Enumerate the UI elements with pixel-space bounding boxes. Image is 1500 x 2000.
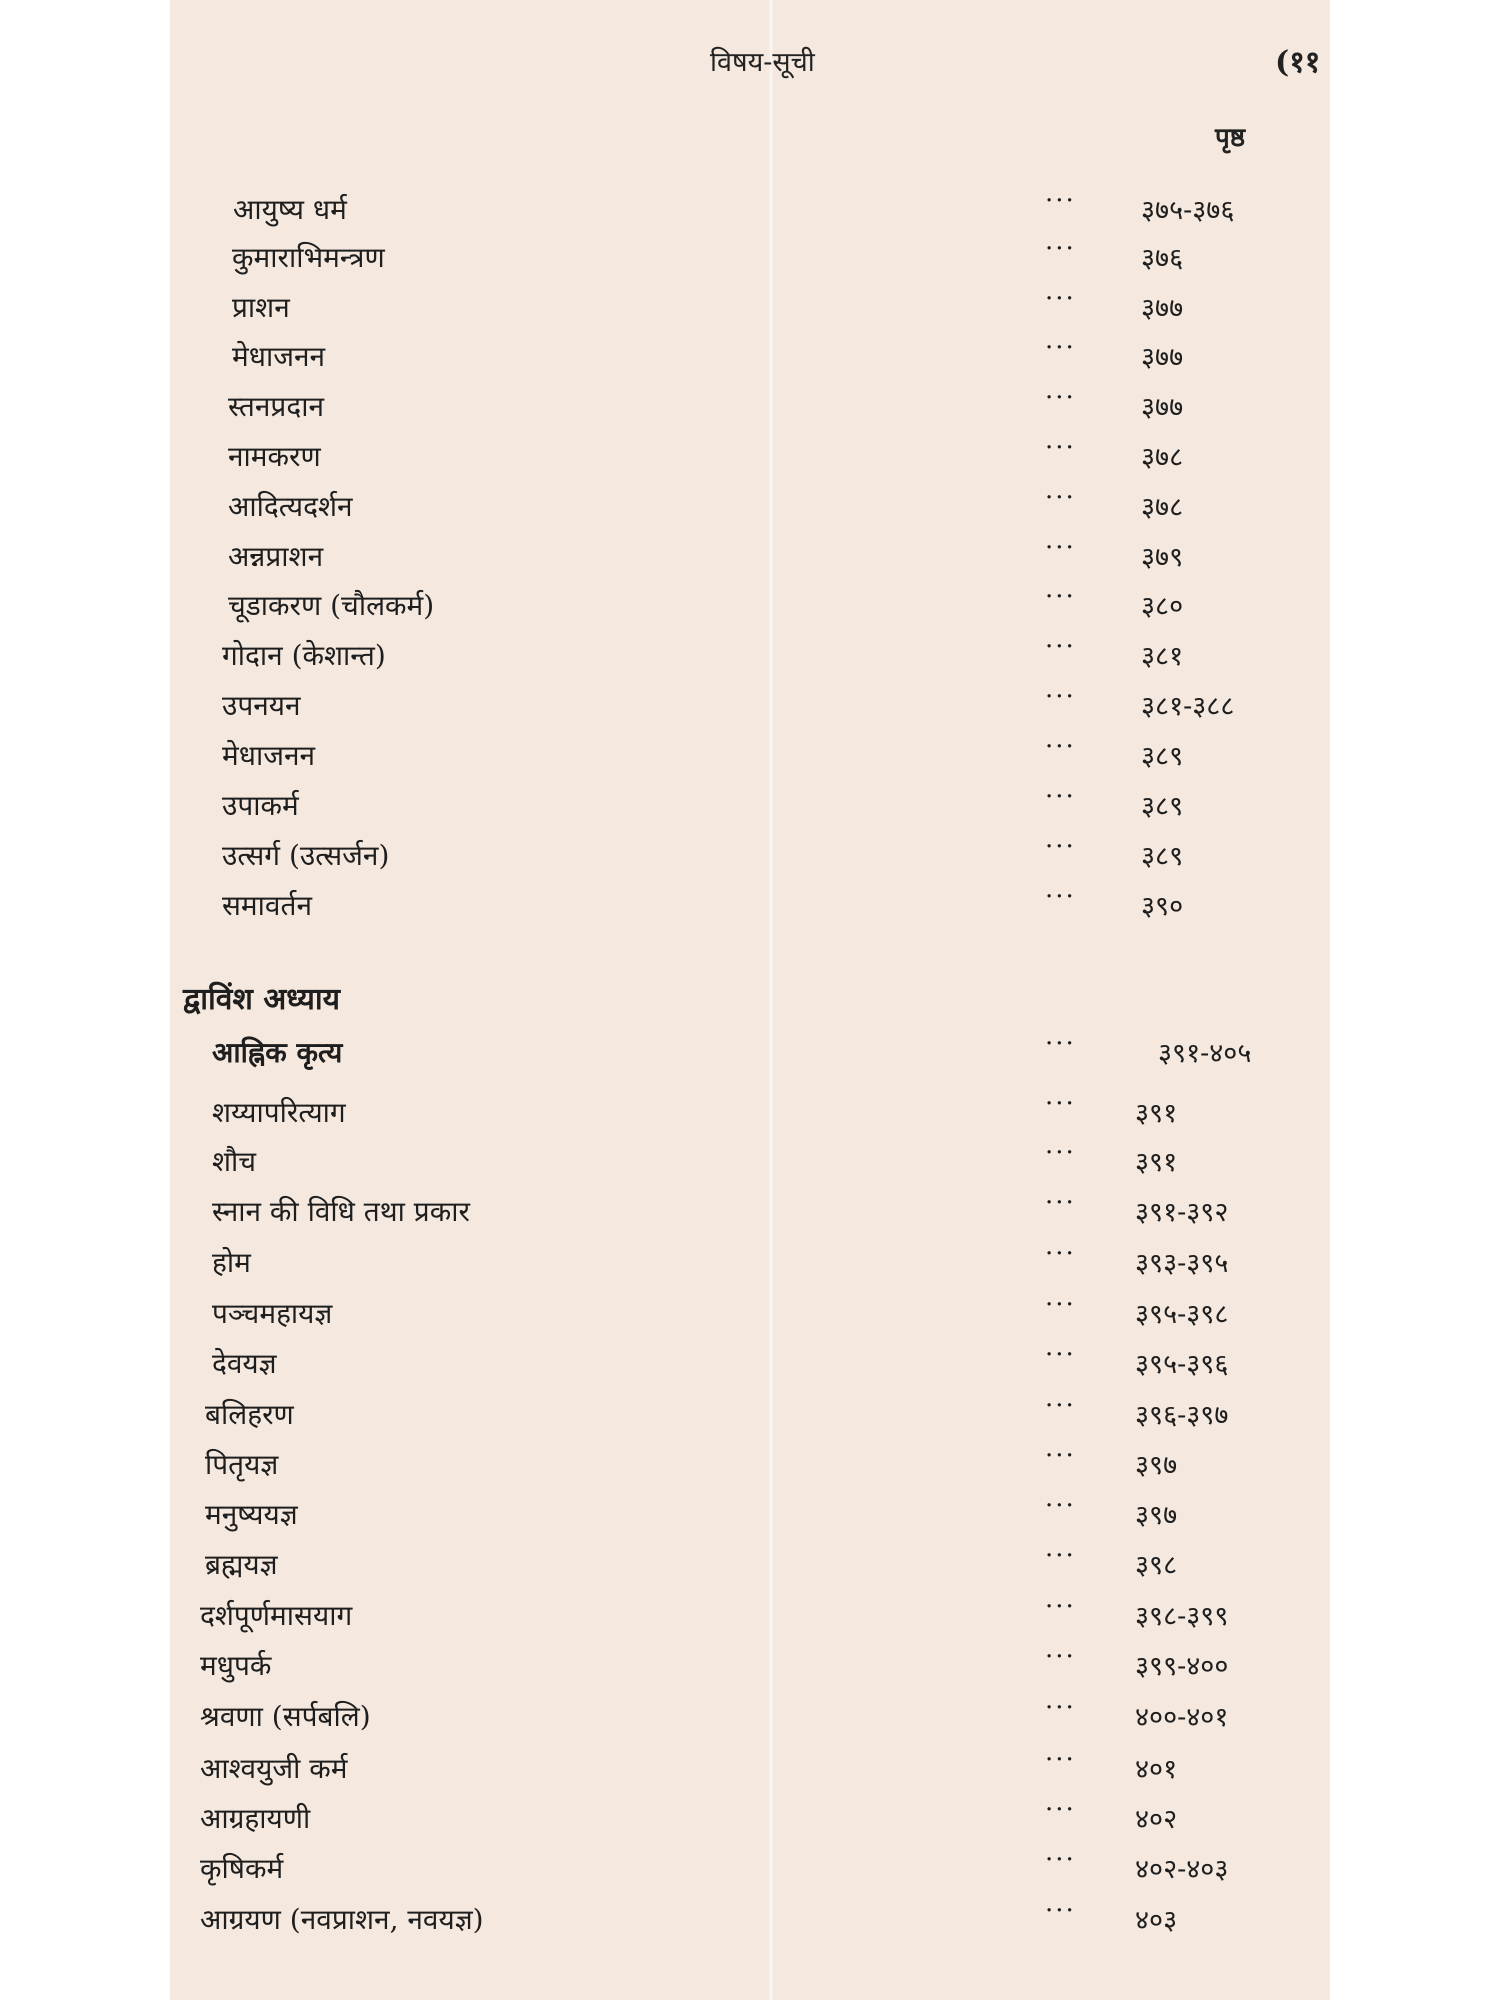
leader-dots: ··· — [1045, 1029, 1076, 1059]
toc-entry — [170, 1290, 1330, 1340]
toc-entry — [170, 1239, 1330, 1289]
leader-dots: ··· — [1045, 533, 1076, 563]
toc-entry — [170, 1491, 1330, 1541]
toc-entry — [170, 533, 1330, 583]
toc-entry — [170, 1541, 1330, 1591]
toc-entry — [170, 333, 1330, 383]
toc-entry-pages: ३७६ — [1141, 243, 1184, 274]
toc-entry — [170, 1340, 1330, 1390]
toc-entry-pages: ४०१ — [1135, 1754, 1178, 1785]
toc-entry-pages: ३८० — [1141, 591, 1184, 622]
toc-entry-title: मधुपर्क — [200, 1649, 272, 1682]
toc-entry-title: बलिहरण — [205, 1398, 294, 1431]
toc-entry-pages: ३९३-३९५ — [1135, 1248, 1229, 1279]
chapter-title: द्वाविंश अध्याय — [183, 982, 341, 1017]
leader-dots: ··· — [1045, 1340, 1076, 1370]
toc-entry — [170, 1642, 1330, 1692]
toc-entry-pages: ३७७ — [1141, 293, 1184, 324]
toc-entry-pages: ३९८ — [1135, 1550, 1178, 1581]
leader-dots: ··· — [1045, 1441, 1076, 1471]
toc-entry-title: आयुष्य धर्म — [233, 193, 347, 226]
leader-dots: ··· — [1045, 483, 1076, 513]
toc-entry-pages: ३७७ — [1141, 392, 1184, 423]
leader-dots: ··· — [1045, 1239, 1076, 1269]
toc-entry — [170, 1896, 1330, 1946]
toc-entry — [170, 882, 1330, 932]
toc-entry-pages: ३७५-३७६ — [1141, 195, 1235, 226]
leader-dots: ··· — [1045, 632, 1076, 662]
toc-entry-pages: ४०२ — [1135, 1804, 1178, 1835]
leader-dots: ··· — [1045, 234, 1076, 264]
leader-dots: ··· — [1045, 1592, 1076, 1622]
toc-entry-pages: ३९९-४०० — [1135, 1651, 1229, 1682]
toc-entry-title: आदित्यदर्शन — [228, 490, 353, 523]
toc-entry-title: समावर्तन — [222, 889, 312, 922]
toc-entry-title: उत्सर्ग (उत्सर्जन) — [222, 839, 390, 872]
toc-entry-title: उपनयन — [222, 689, 301, 722]
toc-entry-title: आह्निक कृत्य — [212, 1036, 343, 1069]
toc-entry-pages: ३८१ — [1141, 641, 1184, 672]
toc-entry-pages: ३९८-३९९ — [1135, 1601, 1229, 1632]
toc-entry — [170, 732, 1330, 782]
toc-entry-title: प्राशन — [232, 291, 290, 324]
toc-entry-title: देवयज्ञ — [212, 1347, 277, 1380]
leader-dots: ··· — [1045, 1845, 1076, 1875]
leader-dots: ··· — [1045, 333, 1076, 363]
toc-entry-title: कृषिकर्म — [200, 1852, 284, 1885]
toc-entry — [170, 1441, 1330, 1491]
toc-entry-title: आग्रयण (नवप्राशन, नवयज्ञ) — [200, 1903, 484, 1936]
toc-entry-pages: ३९१-४०५ — [1158, 1038, 1252, 1069]
leader-dots: ··· — [1045, 582, 1076, 612]
chapter-heading — [170, 977, 1330, 1023]
leader-dots: ··· — [1045, 1089, 1076, 1119]
toc-entry-title: ब्रह्मयज्ञ — [205, 1548, 278, 1581]
toc-entry-title: चूडाकरण (चौलकर्म) — [228, 589, 435, 622]
toc-entry — [170, 433, 1330, 483]
toc-entry-pages: ३७७ — [1141, 342, 1184, 373]
toc-entry — [170, 383, 1330, 433]
toc-entry-pages: ३९७ — [1135, 1500, 1178, 1531]
toc-entry — [170, 582, 1330, 632]
leader-dots: ··· — [1045, 1290, 1076, 1320]
leader-dots: ··· — [1045, 1693, 1076, 1723]
toc-entry-pages: ४००-४०१ — [1135, 1702, 1229, 1733]
toc-entry — [170, 632, 1330, 682]
toc-entry-title: अन्नप्राशन — [228, 540, 324, 573]
toc-entry-pages: ३९५-३९८ — [1135, 1299, 1229, 1330]
page-title: विषय-सूची — [710, 47, 815, 78]
leader-dots: ··· — [1045, 782, 1076, 812]
toc-entry-title: मनुष्ययज्ञ — [205, 1498, 298, 1531]
toc-entry — [170, 832, 1330, 882]
toc-entry-title: शौच — [212, 1145, 257, 1178]
leader-dots: ··· — [1045, 1642, 1076, 1672]
toc-entry-title: कुमाराभिमन्त्रण — [232, 241, 385, 274]
toc-entry-pages: ३८९ — [1141, 841, 1184, 872]
toc-entry-title: आग्रहायणी — [200, 1802, 311, 1835]
toc-entry-pages: ३७८ — [1141, 442, 1184, 473]
leader-dots: ··· — [1045, 1491, 1076, 1521]
toc-entry — [170, 483, 1330, 533]
toc-entry-title: आश्वयुजी कर्म — [200, 1752, 348, 1785]
toc-entry-title: पञ्चमहायज्ञ — [212, 1297, 333, 1330]
toc-entry — [170, 682, 1330, 732]
toc-entry-title: मेधाजनन — [232, 340, 326, 373]
toc-entry-pages: ३७८ — [1141, 492, 1184, 523]
leader-dots: ··· — [1045, 1541, 1076, 1571]
leader-dots: ··· — [1045, 1391, 1076, 1421]
toc-entry-title: गोदान (केशान्त) — [222, 639, 386, 672]
leader-dots: ··· — [1045, 882, 1076, 912]
toc-entry — [170, 1089, 1330, 1139]
toc-entry — [170, 1693, 1330, 1743]
toc-entry — [170, 1138, 1330, 1188]
leader-dots: ··· — [1045, 832, 1076, 862]
leader-dots: ··· — [1045, 1188, 1076, 1218]
page-column-label: पृष्ठ — [1215, 123, 1246, 153]
toc-entry-title: नामकरण — [228, 440, 321, 473]
toc-entry-title: होम — [212, 1246, 251, 1279]
toc-entry-pages: ३९१-३९२ — [1135, 1197, 1229, 1228]
toc-entry-pages: ३९१ — [1135, 1147, 1178, 1178]
leader-dots: ··· — [1045, 284, 1076, 314]
toc-entry — [170, 234, 1330, 284]
toc-entry-pages: ४०२-४०३ — [1135, 1854, 1229, 1885]
toc-entry-title: स्तनप्रदान — [228, 390, 324, 423]
toc-entry-pages: ३७९ — [1141, 542, 1184, 573]
toc-entry-title: उपाकर्म — [222, 789, 299, 822]
toc-entry-pages: ३८९ — [1141, 791, 1184, 822]
book-page — [170, 0, 1330, 2000]
toc-entry-title: शय्यापरित्याग — [212, 1096, 346, 1129]
toc-entry — [170, 284, 1330, 334]
toc-entry — [170, 1029, 1330, 1079]
toc-entry — [170, 1188, 1330, 1238]
toc-entry — [170, 782, 1330, 832]
leader-dots: ··· — [1045, 682, 1076, 712]
toc-entry-title: दर्शपूर्णमासयाग — [200, 1599, 353, 1632]
toc-entry-pages: ३९६-३९७ — [1135, 1400, 1229, 1431]
page-number: (११ — [1275, 45, 1321, 80]
toc-entry-pages: ३९५-३९६ — [1135, 1349, 1229, 1380]
leader-dots: ··· — [1045, 1896, 1076, 1926]
leader-dots: ··· — [1045, 186, 1076, 216]
leader-dots: ··· — [1045, 1745, 1076, 1775]
toc-entry-title: पितृयज्ञ — [205, 1448, 279, 1481]
toc-entry-pages: ३९१ — [1135, 1098, 1178, 1129]
leader-dots: ··· — [1045, 433, 1076, 463]
leader-dots: ··· — [1045, 383, 1076, 413]
toc-entry-title: श्रवणा (सर्पबलि) — [200, 1700, 371, 1733]
toc-entry — [170, 1745, 1330, 1795]
toc-entry — [170, 1391, 1330, 1441]
leader-dots: ··· — [1045, 732, 1076, 762]
toc-entry-title: स्नान की विधि तथा प्रकार — [212, 1195, 470, 1228]
toc-entry — [170, 1592, 1330, 1642]
toc-entry-title: मेधाजनन — [222, 739, 316, 772]
toc-entry-pages: ३९० — [1141, 891, 1184, 922]
toc-entry — [170, 186, 1330, 236]
leader-dots: ··· — [1045, 1138, 1076, 1168]
toc-entry-pages: ३८९ — [1141, 741, 1184, 772]
leader-dots: ··· — [1045, 1795, 1076, 1825]
toc-entry — [170, 1795, 1330, 1845]
toc-entry-pages: ३८१-३८८ — [1141, 691, 1235, 722]
toc-entry — [170, 1845, 1330, 1895]
toc-entry-pages: ३९७ — [1135, 1450, 1178, 1481]
toc-entry-pages: ४०३ — [1135, 1905, 1178, 1936]
